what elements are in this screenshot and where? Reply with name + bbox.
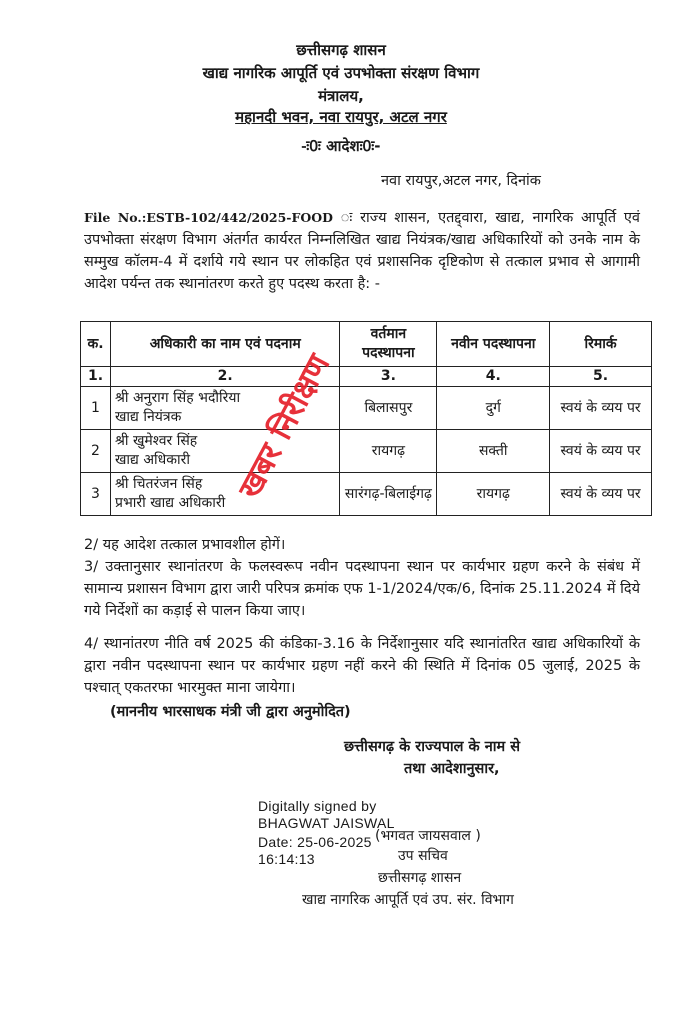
table-row <box>81 387 652 430</box>
header-department: खाद्य नागरिक आपूर्ति एवं उपभोक्ता संरक्षण विभाग <box>202 64 480 82</box>
table-number-row <box>81 367 652 387</box>
table-header-row <box>81 322 652 367</box>
intro-text: ः राज्य शासन, एतद्द्वारा, खाद्य, नागरिक आपूर्ति एवं उपभोक्ता संरक्षण विभाग अंतर्गत कार्यरत निम्नलिखित खाद्य नियंत्रक/खाद्य अधिकारियों को उनके नाम के सम्मुख कॉलम-4 में दर्शाये गये स्थान पर लोकहित एवं प्रशासनिक दृष्टिकोण से तत्काल प्रभाव से आगामी आदेश पर्यन्त तक स्थानांतरण करते हुए पदस्थ करता है: - <box>84 210 640 292</box>
header-government: छत्तीसगढ़ शासन <box>296 41 386 59</box>
col-number: 2. <box>110 367 339 387</box>
paragraph-4: 4/ स्थानांतरण नीति वर्ष 2025 की कंडिका-3.16 के निर्देशानुसार यदि स्थानांतरित खाद्य अधिकारियों के द्वारा नवीन पदस्थापना स्थान पर कार्यभार ग्रहण नहीं करने की स्थिति में दिनांक 05 जुलाई, 2025 के पश्चात् एकतरफा भारमुक्त माना जायेगा। <box>84 636 640 696</box>
signatory-department: खाद्य नागरिक आपूर्ति एवं उप. संर. विभाग <box>302 892 514 908</box>
officer-post: खाद्य नियंत्रक <box>114 409 182 425</box>
row-new-posting: सक्ती <box>437 430 550 473</box>
closing-line-2: तथा आदेशानुसार, <box>404 761 500 777</box>
officer-post: प्रभारी खाद्य अधिकारी <box>114 495 226 511</box>
row-sn: 1 <box>81 387 111 430</box>
table-row <box>81 430 652 473</box>
row-officer <box>110 430 339 473</box>
closing-line-1: छत्तीसगढ़ के राज्यपाल के नाम से <box>344 739 521 755</box>
row-new-posting: दुर्ग <box>437 387 550 430</box>
intro-paragraph <box>84 207 640 295</box>
paragraph-2: 2/ यह आदेश तत्काल प्रभावशील होगें। <box>84 537 286 553</box>
approval-note: (माननीय भारसाधक मंत्री जी द्वारा अनुमोदित) <box>110 704 351 720</box>
col-number: 3. <box>340 367 437 387</box>
header-address: महानदी भवन, नवा रायपुर, अटल नगर <box>235 108 447 126</box>
header-new: नवीन पदस्थापना <box>437 322 550 367</box>
header-name: अधिकारी का नाम एवं पदनाम <box>110 322 339 367</box>
signatory-government: छत्तीसगढ़ शासन <box>378 870 462 886</box>
row-officer <box>110 473 339 516</box>
row-current-posting: रायगढ़ <box>340 430 437 473</box>
officer-name: श्री खुमेश्वर सिंह <box>114 433 198 449</box>
col-number: 4. <box>437 367 550 387</box>
row-new-posting: रायगढ़ <box>437 473 550 516</box>
col-number: 5. <box>550 367 652 387</box>
paragraph-3: 3/ उक्तानुसार स्थानांतरण के फलस्वरूप नवीन पदस्थापना स्थान पर कार्यभार ग्रहण करने के संबंध में सामान्य प्रशासन विभाग द्वारा जारी परिपत्र क्रमांक एफ 1-1/2024/एक/6, दिनांक 25.11.2024 में दिये गये निर्देशों का कड़ाई से पालन किया जाए। <box>84 559 640 619</box>
red-watermark-stamp: खबर निरीक्षण <box>231 348 338 505</box>
officer-name: श्री अनुराग सिंह भदौरिया <box>114 390 241 406</box>
row-current-posting: सारंगढ़-बिलाईगढ़ <box>340 473 437 516</box>
header-sn: क. <box>81 322 111 367</box>
officer-post: खाद्य अधिकारी <box>114 452 190 468</box>
row-current-posting: बिलासपुर <box>340 387 437 430</box>
officer-name: श्री चितरंजन सिंह <box>114 476 203 492</box>
row-remark: स्वयं के व्यय पर <box>550 473 652 516</box>
digital-signature-line-2: BHAGWAT JAISWAL <box>258 815 395 831</box>
row-remark: स्वयं के व्यय पर <box>550 387 652 430</box>
header-ministry: मंत्रालय, <box>318 87 364 105</box>
row-remark: स्वयं के व्यय पर <box>550 430 652 473</box>
transfer-table <box>80 321 652 516</box>
file-number: File No.:ESTB-102/442/2025-FOOD <box>84 210 333 225</box>
col-number: 1. <box>81 367 111 387</box>
header-remark: रिमार्क <box>550 322 652 367</box>
place-date: नवा रायपुर,अटल नगर, दिनांक <box>381 173 541 189</box>
signatory-name: (भगवत जायसवाल ) <box>375 828 481 844</box>
order-title: -ः0ः आदेशः0ः- <box>301 137 381 155</box>
row-sn: 3 <box>81 473 111 516</box>
digital-signature-date: Date: 25-06-2025 <box>258 834 372 850</box>
digital-signature-time: 16:14:13 <box>258 851 315 867</box>
row-sn: 2 <box>81 430 111 473</box>
header-current: वर्तमान पदस्थापना <box>340 322 437 367</box>
table-row <box>81 473 652 516</box>
signatory-designation: उप सचिव <box>398 848 448 864</box>
digital-signature-line-1: Digitally signed by <box>258 798 377 814</box>
